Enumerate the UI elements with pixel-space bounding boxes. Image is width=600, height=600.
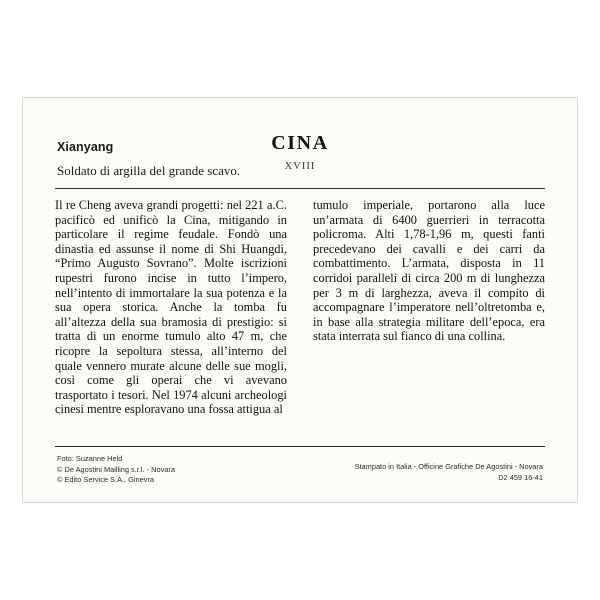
footer-printer-info	[355, 462, 543, 483]
location-title: Xianyang	[57, 140, 114, 154]
body-column-right: tumulo imperiale, portarono alla luce un’armata di 6400 guerrieri in terracotta policroma. Alti 1,78-1,96 m, questi fanti precedevano dei cavalli e dei carri da combattimento. L’armata, disposta in 11 corridoi paralleli di circa 200 m di lunghezza per 3 m di larghezza, aveva il compito di accompagnare l’imperatore nell’oltretomba e, in base alla strategia militare dell’epoca, era stata interrata sul fianco di una collina.	[313, 198, 545, 344]
divider-top	[55, 188, 545, 189]
card-header	[41, 114, 559, 186]
header-center-block	[41, 132, 559, 172]
series-number: XVIII	[284, 161, 316, 172]
divider-bottom	[55, 446, 545, 447]
printed-line: Stampato in Italia - Officine Grafiche De Agostini - Novara	[354, 462, 543, 471]
location-subtitle: Soldato di argilla del grande scavo.	[57, 163, 241, 178]
code-line: D2 459 16-41	[498, 472, 543, 482]
body-columns	[55, 198, 545, 440]
postcard-content	[41, 114, 559, 488]
postcard	[22, 97, 578, 503]
country-title: CINA	[271, 132, 329, 154]
credit-line-1: © De Agostini Mailling s.r.l. - Novara	[57, 464, 175, 474]
credit-photo: Foto: Suzanne Held	[57, 454, 123, 463]
body-column-left: Il re Cheng aveva grandi progetti: nel 221 a.C. pacificò ed unificò la Cina, mitigando in particolare il regime feudale. Fondò una dinastia ed assunse il nome di Shi Huangdi, “Primo Augusto Sovrano”. Molte iscrizioni rupestri furono incise in tutto l’impero, nell’intento di immortalare la sua potenza e la sua opera storica. Anche la tomba fu all’altezza della sua bramosia di prestigio: si tratta di un enorme tumulo alto 47 m, che ricopre la sepoltura stessa, all’interno del quale vennero murate alcune delle sue mogli, così come gli operai che vi avevano trasportato i tesori. Nel 1974 alcuni archeologi cinesi mentre esploravano una fossa attigua al	[55, 198, 287, 417]
credit-line-2: © Edito Service S.A., Ginevra	[57, 475, 155, 484]
footer-credits	[57, 454, 175, 486]
card-footer	[55, 454, 545, 494]
